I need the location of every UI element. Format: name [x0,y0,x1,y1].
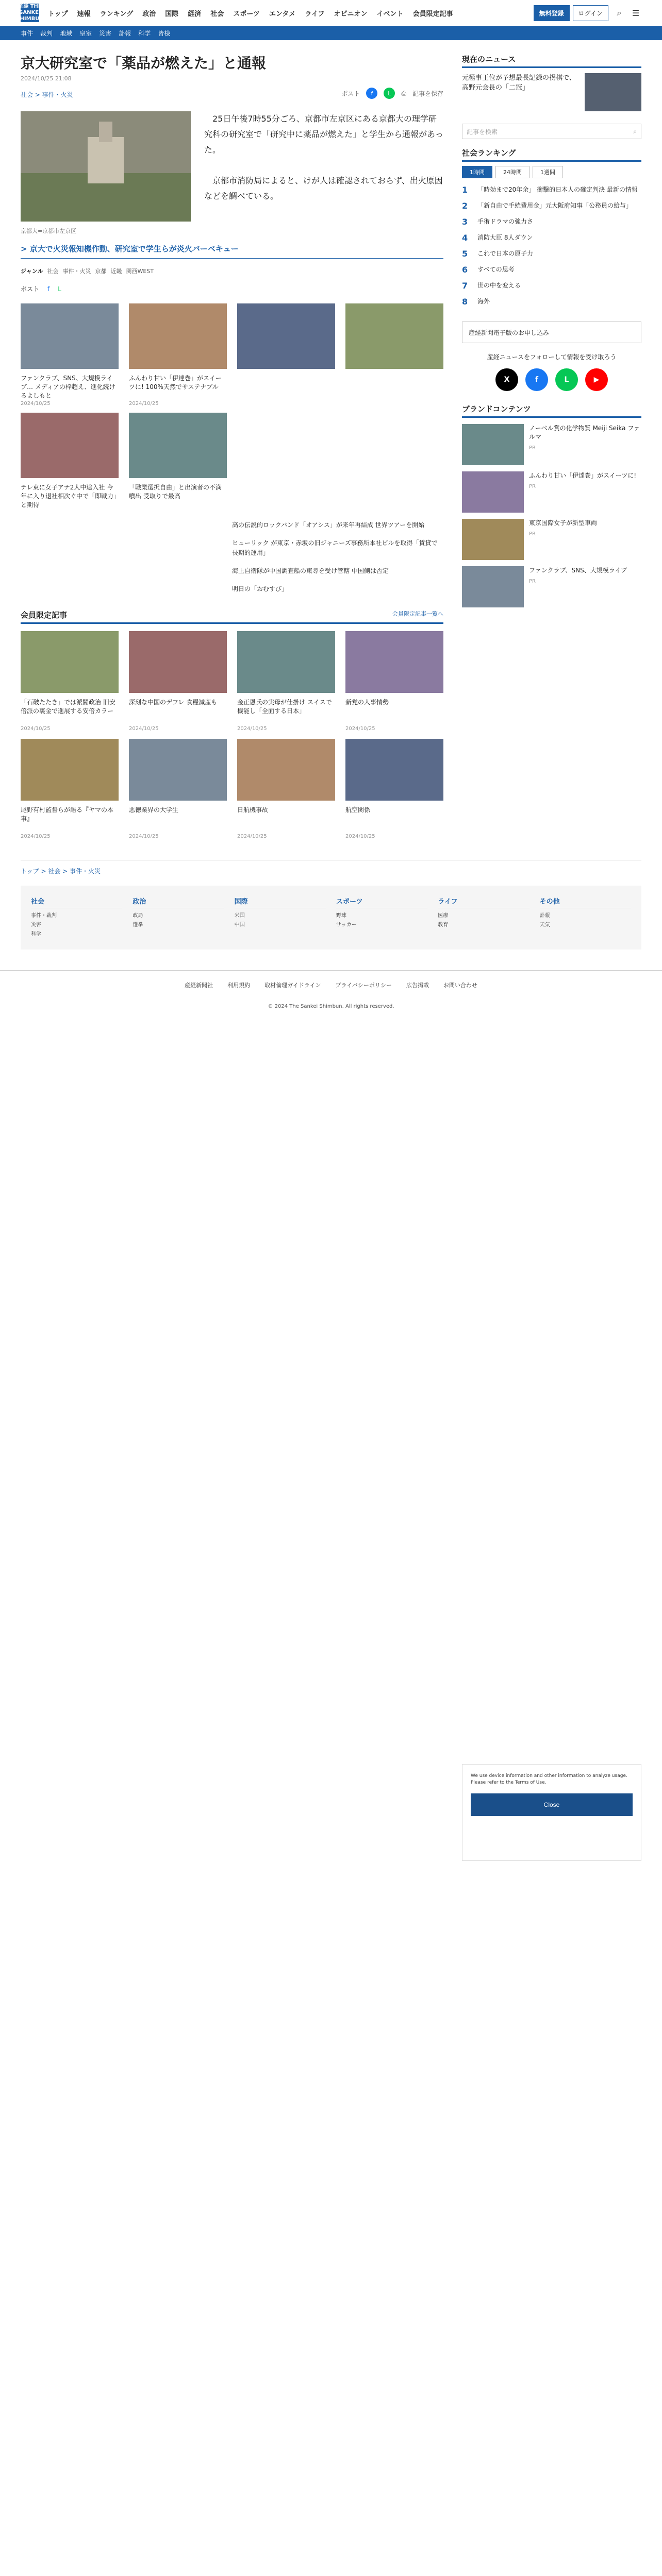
article-date: 2024/10/25 21:08 [21,75,72,82]
nav-item-0[interactable]: トップ [48,10,68,18]
rank-number: 1 [462,185,468,195]
card-date: 2024/10/25 [237,834,267,839]
search-icon[interactable]: ⌕ [633,127,637,135]
card-date: 2024/10/25 [129,401,159,406]
pr-badge: PR [529,579,536,584]
card-title: 金正恩氏の実母が仕掛け スイスで機能し「全面する日本」 [237,699,332,715]
recommend-card[interactable] [345,303,443,406]
sns-icon-1[interactable]: f [525,368,548,391]
sitemap-heading[interactable]: スポーツ [336,896,427,908]
breadcrumb-item[interactable]: 社会 [48,868,61,875]
subnav-item-1[interactable]: 裁判 [40,29,53,37]
pr-item[interactable] [462,471,641,513]
photo-caption: 京都大=京都市左京区 [21,228,77,234]
rank-number: 8 [462,297,468,307]
line-icon[interactable]: L [58,285,61,293]
search-icon[interactable]: ⌕ [617,8,622,18]
recommend-card[interactable] [21,413,119,510]
pr-title: ノーベル賞の化学物質 Meiji Seika ファルマ [529,425,640,440]
pr-badge: PR [529,484,536,489]
sitemap-heading[interactable]: ライフ [438,896,529,908]
breadcrumb: トップ > 社会 > 事件・火災 [21,860,641,875]
card-title: 悪徳業界の大学生 [129,806,179,814]
text-link[interactable]: 明日の「おむすび」 [232,585,288,592]
rank-title: 手術ドラマの強力さ [477,218,534,225]
premium-card[interactable] [345,739,443,839]
search-input[interactable]: 記事を検索 ⌕ [462,124,641,139]
rank-number: 3 [462,217,468,227]
sitemap-link[interactable]: 科学 [31,931,41,937]
ranking-item[interactable] [462,265,641,274]
pr-item[interactable] [462,566,641,607]
pr-badge: PR [529,531,536,537]
header [0,0,662,26]
card-title: ファンクラブ、SNS、大規模ライブ… メディアの枠超え、進化続けるよしもと [21,375,115,399]
rank-title: 「時効まで20年余」 衝撃的日本人の確定判決 最新の情報 [477,186,638,193]
print-icon[interactable]: ⎙ [401,89,406,97]
login-button[interactable]: ログイン [573,5,608,21]
card-date: 2024/10/25 [345,834,375,839]
cookie-banner [462,1764,641,1861]
sitemap-heading[interactable]: 国際 [235,896,326,908]
article-title: 京大研究室で「薬品が燃えた」と通報 [21,55,267,72]
facebook-icon[interactable]: f [366,88,377,99]
genre-tag[interactable]: 京都 [95,268,107,275]
ranking-item[interactable] [462,185,641,194]
recommend-grid [21,303,443,510]
ranking-tabs [462,166,641,178]
nav-item-12[interactable]: 会員限定記事 [412,10,453,18]
sitemap-link[interactable]: 災害 [31,922,41,928]
sns-icon-2[interactable]: L [555,368,578,391]
article-category[interactable]: 社会 > 事件・火災 [21,91,73,98]
article-paragraph: 京都市消防局によると、けが人は確認されておらず、出火原因などを調べている。 [204,176,443,201]
rank-title: 「新自由で手続費用金」元大阪府知事「公務員の給与」 [477,202,633,209]
ranking-item[interactable] [462,297,641,306]
card-date: 2024/10/25 [21,401,51,406]
sitemap-heading[interactable]: その他 [540,896,631,908]
text-link-list [232,520,443,594]
nav-item-8[interactable]: エンタメ [269,10,296,18]
subnav-item-4[interactable]: 災害 [99,29,112,37]
recommend-card[interactable] [129,413,227,510]
genre-tag[interactable]: 事件・火災 [62,268,91,275]
copyright: © 2024 The Sankei Shimbun. All rights reserved. [268,1004,394,1009]
footer-link[interactable]: プライバシーポリシー [335,982,392,989]
free-register-button[interactable]: 無料登録 [534,5,570,21]
article-paragraph: 25日午後7時55分ごろ、京都市左京区にある京都大の理学研究科の研究室で「研究中に薬品が燃えた」と学生から通報があった。 [204,114,443,155]
nav-item-10[interactable]: オピニオン [334,10,368,18]
sitemap-link[interactable]: 米国 [234,913,245,919]
subnav-item-7[interactable]: 皆様 [158,29,171,37]
subnav-item-3[interactable]: 皇室 [79,29,92,37]
genre-list: ジャンル 社会 事件・火災 京都 近畿 関西WEST [21,268,154,275]
cookie-text: We use device information and other information to analyze usage. Please refer to the Terms of Use. [471,1773,627,1785]
ranking-title: 社会ランキング [462,147,641,162]
follow-text: 産経ニュースをフォローして情報を受け取ろう [487,353,617,361]
nav-item-4[interactable]: 国際 [165,10,179,18]
sitemap-link[interactable]: 教育 [438,922,449,928]
card-date: 2024/10/25 [21,726,51,732]
premium-card[interactable] [237,739,335,839]
sitemap-link[interactable]: 政局 [133,913,143,919]
subnav-item-0[interactable]: 事件 [21,29,34,37]
card-date: 2024/10/25 [129,726,159,732]
subscribe-button[interactable]: 産経新聞電子版のお申し込み [462,321,641,343]
facebook-icon[interactable]: f [47,285,50,293]
card-date: 2024/10/25 [129,834,159,839]
card-title: 尾野有村監督らが語る『ヤマの本事』 [21,806,114,822]
card-title: 航空関係 [345,806,371,814]
sub-nav [0,26,662,40]
footer [0,970,662,999]
rank-number: 5 [462,249,468,259]
ranking-item[interactable] [462,249,641,258]
share-bar [21,88,443,99]
nav-item-5[interactable]: 経済 [188,10,202,18]
card-title: 新党の人事情勢 [345,699,389,706]
ranking-item[interactable] [462,281,641,290]
nav-item-2[interactable]: ランキング [100,10,134,18]
card-title [237,374,335,401]
rank-title: これで日本の原子力 [477,250,534,257]
premium-card[interactable] [21,631,119,732]
ranking-tab[interactable]: 24時間 [495,166,529,178]
post-button[interactable]: ポスト [341,90,360,97]
card-date: 2024/10/25 [21,834,51,839]
subnav-item-5[interactable]: 訃報 [119,29,131,37]
save-button[interactable]: 記事を保存 [412,90,443,97]
sitemap-link[interactable]: 訃報 [539,913,550,919]
pr-badge: PR [529,445,536,451]
post-button[interactable]: ポスト [21,285,40,293]
article-body [204,111,443,235]
genre-tag[interactable]: 近畿 [110,268,122,275]
photo-image [21,111,191,222]
premium-section-header: 会員限定記事 会員限定記事一覧へ [21,609,443,624]
genre-tag[interactable]: 社会 [47,268,59,275]
footer-link[interactable]: 産経新聞社 [185,982,213,989]
footer-link[interactable]: 利用規約 [227,982,251,989]
pr-title: ファンクラブ、SNS、大規模ライブ [529,567,627,574]
sitemap-link[interactable]: 選挙 [133,922,143,928]
ranking-item[interactable] [462,217,641,226]
sitemap-heading[interactable]: 政治 [133,896,224,908]
text-link[interactable]: 高の伝説的ロックバンド「オアシス」が来年再結成 世界ツアーを開始 [232,521,425,529]
recommend-card[interactable] [129,303,227,406]
ranking-tab[interactable]: 1時間 [462,166,492,178]
line-icon[interactable]: L [384,88,395,99]
rank-title: すべての思考 [477,266,515,273]
premium-card[interactable] [21,739,119,839]
card-title: ふんわり甘い「伊達巻」がスイーツに! 100%天然でサステナブル [129,375,222,391]
sitemap-heading[interactable]: 社会 [31,896,122,908]
rank-number: 2 [462,201,468,211]
main-column [21,54,443,839]
nav-item-9[interactable]: ライフ [305,10,325,18]
nav-item-6[interactable]: 社会 [210,10,224,18]
nav-item-7[interactable]: スポーツ [233,10,260,18]
menu-icon[interactable]: ☰ [632,8,640,18]
sns-icon-0[interactable]: X [495,368,518,391]
premium-card[interactable] [129,631,227,732]
recommend-card[interactable] [237,303,335,406]
text-link[interactable]: 海上自衛隊が中国調査船の東尋を受け管轄 中国側は否定 [232,567,389,574]
premium-card[interactable] [237,631,335,732]
top-news-item[interactable]: 元極事王位が予想最長記録の拐棋で、高野元会長の「二冠」 [462,73,641,111]
ranking-item[interactable] [462,201,641,210]
article-photo [21,111,191,235]
sitemap-link[interactable]: 医療 [438,913,449,919]
brand-title: ブランドコンテンツ [462,403,641,418]
breadcrumb-item[interactable]: 事件・火災 [70,868,101,875]
sitemap [21,886,641,950]
pr-item[interactable] [462,519,641,560]
cookie-close-button[interactable]: Close [471,1793,633,1816]
rank-number: 6 [462,265,468,275]
card-title [345,374,443,401]
sitemap-link[interactable]: 野球 [336,913,346,919]
card-title: 「石破たたき」では派閥政治 旧安倍派の裏金で進展する安倍カラー [21,699,115,715]
sitemap-link[interactable]: 中国 [234,922,245,928]
pr-item[interactable] [462,424,641,465]
related-link[interactable]: > 京大で火災報知機作動、研究室で学生らが炎火バーベキュー [21,243,443,259]
nav-item-3[interactable]: 政治 [142,10,156,18]
breadcrumb-item[interactable]: トップ [21,868,39,875]
text-link[interactable]: ヒューリック が東京・赤坂の旧ジャニーズ事務所本社ビルを取得「賃貸で長期的運用」 [232,539,438,556]
footer-link[interactable]: お問い合わせ [443,982,477,989]
top-news-title: 現在のニュース [462,54,641,68]
site-logo[interactable]: 産経 THE SANKEI SHIMBUN [16,4,44,22]
pr-title: 東京国際女子が新型車両 [529,519,598,527]
card-title: テレ東に女子アナ2人中途入社 今年に入り退社相次ぐ中で「即戦力」と期待 [21,484,117,509]
footer-link[interactable]: 広告掲載 [406,982,429,989]
ranking-list [462,185,641,306]
premium-card[interactable] [345,631,443,732]
rank-title: 消防大臣 8人ダウン [477,234,533,241]
rank-title: 海外 [477,298,490,305]
ranking-tab[interactable]: 1週間 [533,166,563,178]
sns-icon-3[interactable]: ▶ [585,368,608,391]
subnav-item-6[interactable]: 科学 [138,29,151,37]
card-date: 2024/10/25 [237,726,267,732]
sitemap-link[interactable]: 天気 [539,922,550,928]
sns-icons [462,368,641,391]
sitemap-link[interactable]: サッカー [336,922,357,928]
nav-item-11[interactable]: イベント [376,10,404,18]
premium-more-link[interactable]: 会員限定記事一覧へ [392,611,443,617]
ranking-item[interactable] [462,233,641,242]
premium-grid [21,631,443,839]
rank-number: 7 [462,281,468,291]
card-date: 2024/10/25 [345,726,375,732]
rank-title: 世の中を変える [477,282,521,289]
footer-link[interactable]: 取材倫理ガイドライン [264,982,321,989]
card-title: 日航機事故 [237,806,269,814]
premium-card[interactable] [129,739,227,839]
subnav-item-2[interactable]: 地域 [60,29,73,37]
card-title: 深刻な中国のデフレ 食糧減産も [129,699,218,706]
global-nav [43,8,531,18]
card-title: 「職業選択自由」と出演者の不満噴出 受取りで最高 [129,484,222,500]
genre-tag[interactable]: 関西WEST [126,268,154,275]
share-bar-bottom [21,284,443,293]
nav-item-1[interactable]: 速報 [77,10,91,18]
recommend-card[interactable] [21,303,119,406]
sidebar [462,54,641,839]
rank-number: 4 [462,233,468,243]
sitemap-link[interactable]: 事件・裁判 [31,913,57,919]
pr-title: ふんわり甘い「伊達巻」がスイーツに! [529,472,637,479]
